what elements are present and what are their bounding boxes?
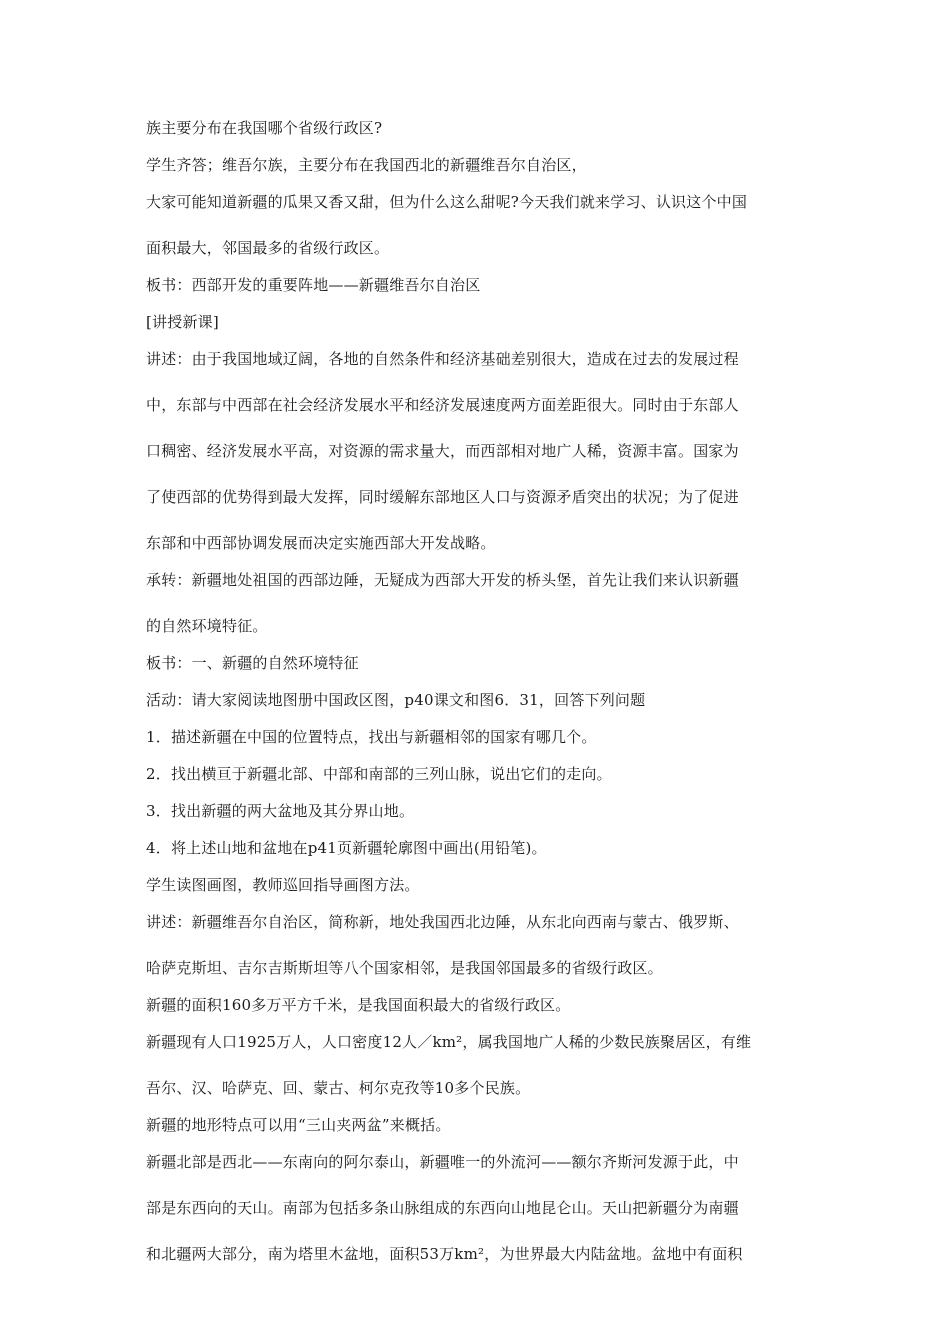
text-line: 哈萨克斯坦、吉尔吉斯斯坦等八个国家相邻，是我国邻国最多的省级行政区。: [146, 959, 663, 977]
text-line: 的自然环境特征。: [146, 617, 268, 635]
text-line: 新疆的地形特点可以用“三山夹两盆”来概括。: [146, 1116, 451, 1134]
text-line: 面积最大，邻国最多的省级行政区。: [146, 239, 390, 257]
document-body: [146, 118, 812, 1264]
text-line: 新疆现有人口1925万人，人口密度12人／km²，属我国地广人稀的少数民族聚居区，有维: [146, 1033, 752, 1051]
text-line: 东部和中西部协调发展而决定实施西部大开发战略。: [146, 534, 496, 552]
text-line: 承转：新疆地处祖国的西部边陲，无疑成为西部大开发的桥头堡，首先让我们来认识新疆: [146, 571, 739, 589]
list-item: 3．找出新疆的两大盆地及其分界山地。: [146, 802, 415, 820]
text-line: 讲述：新疆维吾尔自治区，简称新，地处我国西北边陲，从东北向西南与蒙古、俄罗斯、: [146, 913, 739, 931]
text-line: 口稠密、经济发展水平高，对资源的需求量大，而西部相对地广人稀，资源丰富。国家为: [146, 442, 739, 460]
text-line: 吾尔、汉、哈萨克、回、蒙古、柯尔克孜等10多个民族。: [146, 1079, 531, 1097]
text-line: 大家可能知道新疆的瓜果又香又甜，但为什么这么甜呢?今天我们就来学习、认识这个中国: [146, 193, 748, 211]
text-line: 新疆的面积160多万平方千米，是我国面积最大的省级行政区。: [146, 996, 571, 1014]
text-line: 学生读图画图，教师巡回指导画图方法。: [146, 876, 420, 894]
text-line: 讲述：由于我国地域辽阔，各地的自然条件和经济基础差别很大，造成在过去的发展过程: [146, 350, 739, 368]
text-line: 族主要分布在我国哪个省级行政区?: [146, 119, 383, 137]
text-line: 了使西部的优势得到最大发挥，同时缓解东部地区人口与资源矛盾突出的状况；为了促进: [146, 488, 739, 506]
list-item: 2．找出横亘于新疆北部、中部和南部的三列山脉，说出它们的走向。: [146, 765, 612, 783]
text-line: 板书：一、新疆的自然环境特征: [146, 654, 359, 672]
text-line: 板书：西部开发的重要阵地——新疆维吾尔自治区: [146, 276, 481, 294]
text-line: 新疆北部是西北——东南向的阿尔泰山，新疆唯一的外流河——额尔齐斯河发源于此，中: [146, 1153, 739, 1171]
list-item: 1．描述新疆在中国的位置特点，找出与新疆相邻的国家有哪几个。: [146, 728, 597, 746]
text-line: 和北疆两大部分，南为塔里木盆地，面积53万km²，为世界最大内陆盆地。盆地中有面积: [146, 1245, 743, 1263]
list-item: 4．将上述山地和盆地在p41页新疆轮廓图中画出(用铅笔)。: [146, 839, 547, 857]
section-heading: [讲授新课]: [146, 313, 219, 331]
text-line: 学生齐答；维吾尔族，主要分布在我国西北的新疆维吾尔自治区，: [146, 156, 587, 174]
text-line: 中，东部与中西部在社会经济发展水平和经济发展速度两方面差距很大。同时由于东部人: [146, 396, 739, 414]
text-line: 活动：请大家阅读地图册中国政区图，p40课文和图6．31，回答下列问题: [146, 691, 646, 709]
text-line: 部是东西向的天山。南部为包括多条山脉组成的东西向山地昆仑山。天山把新疆分为南疆: [146, 1199, 739, 1217]
